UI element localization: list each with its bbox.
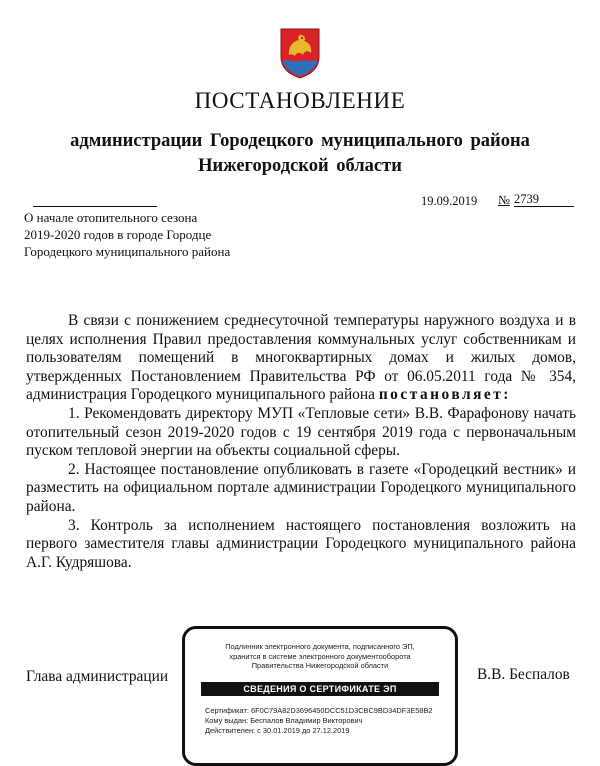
signatory-position: Глава администрации (26, 668, 169, 685)
document-date: 19.09.2019 (421, 194, 478, 208)
clause-3: 3. Контроль за исполнением настоящего постановления возложить на первого заместителя главы администрации Городецкого муниципального района А.Г. Кудряшова. (26, 516, 576, 571)
organization-line-2: Нижегородской области (198, 156, 402, 176)
subject-line: Городецкого муниципального района (24, 244, 231, 259)
stamp-intro (185, 642, 455, 671)
intro-text: В связи с понижением среднесуточной температуры наружного воздуха и в целях исполнения Правил предоставления коммунальных услуг собственникам и пользователям помещений в многоквартирных домах и жилых домов, утвержденных Постановлением Правительства РФ от 06.05.2011 года № 354, администрация Городецкого муниципального района (26, 312, 576, 404)
intro-paragraph (26, 312, 576, 405)
coat-of-arms-icon (279, 27, 321, 79)
stamp-intro-line: Правительства Нижегородской области (251, 661, 389, 671)
subject-divider (33, 206, 157, 207)
certificate-label: Сертификат: (205, 706, 249, 715)
document-number-value: 2739 (514, 192, 539, 206)
document-number (514, 193, 574, 207)
signatory-name: В.В. Беспалов (477, 666, 570, 683)
valid-value: с 30.01.2019 до 27.12.2019 (257, 726, 350, 736)
decree-word: постановляет: (378, 386, 511, 404)
certificate-row (205, 706, 433, 716)
document-body (26, 312, 576, 572)
stamp-details (205, 706, 433, 737)
issued-to-value: Беспалов Владимир Викторович (250, 716, 363, 726)
stamp-header: СВЕДЕНИЯ О СЕРТИФИКАТЕ ЭП (201, 682, 439, 696)
issued-to-row (205, 716, 433, 726)
stamp-intro-line: хранится в системе электронного документооборота (229, 651, 411, 661)
subject-line: 2019-2020 годов в городе Городце (24, 227, 212, 242)
valid-row (205, 726, 433, 736)
certificate-value: 6F0C79A82D3696450DCC51D3CBC9BD34DF3E58B2 (250, 706, 433, 715)
issued-to-label: Кому выдан: (205, 716, 249, 726)
stamp-intro-line: Подлинник электронного документа, подписанного ЭП, (225, 642, 415, 651)
subject-line: О начале отопительного сезона (24, 210, 198, 225)
clause-1: 1. Рекомендовать директору МУП «Тепловые сети» В.В. Фарафонову начать отопительный сезон 2019-2020 годов с 19 сентября 2019 года с первоначальным пуском тепловой энергии на объекты социальной сферы. (26, 404, 576, 460)
clause-2: 2. Настоящее постановление опубликовать в газете «Городецкий вестник» и разместить на официальном портале администрации Городецкого муниципального района. (26, 460, 576, 515)
document-number-label: № (498, 193, 510, 207)
organization-line-1: администрации Городецкого муниципального района (70, 131, 530, 151)
valid-label: Действителен: (205, 726, 256, 736)
document-title: ПОСТАНОВЛЕНИЕ (194, 88, 406, 113)
document-subject (24, 209, 230, 260)
electronic-signature-stamp (182, 626, 458, 766)
